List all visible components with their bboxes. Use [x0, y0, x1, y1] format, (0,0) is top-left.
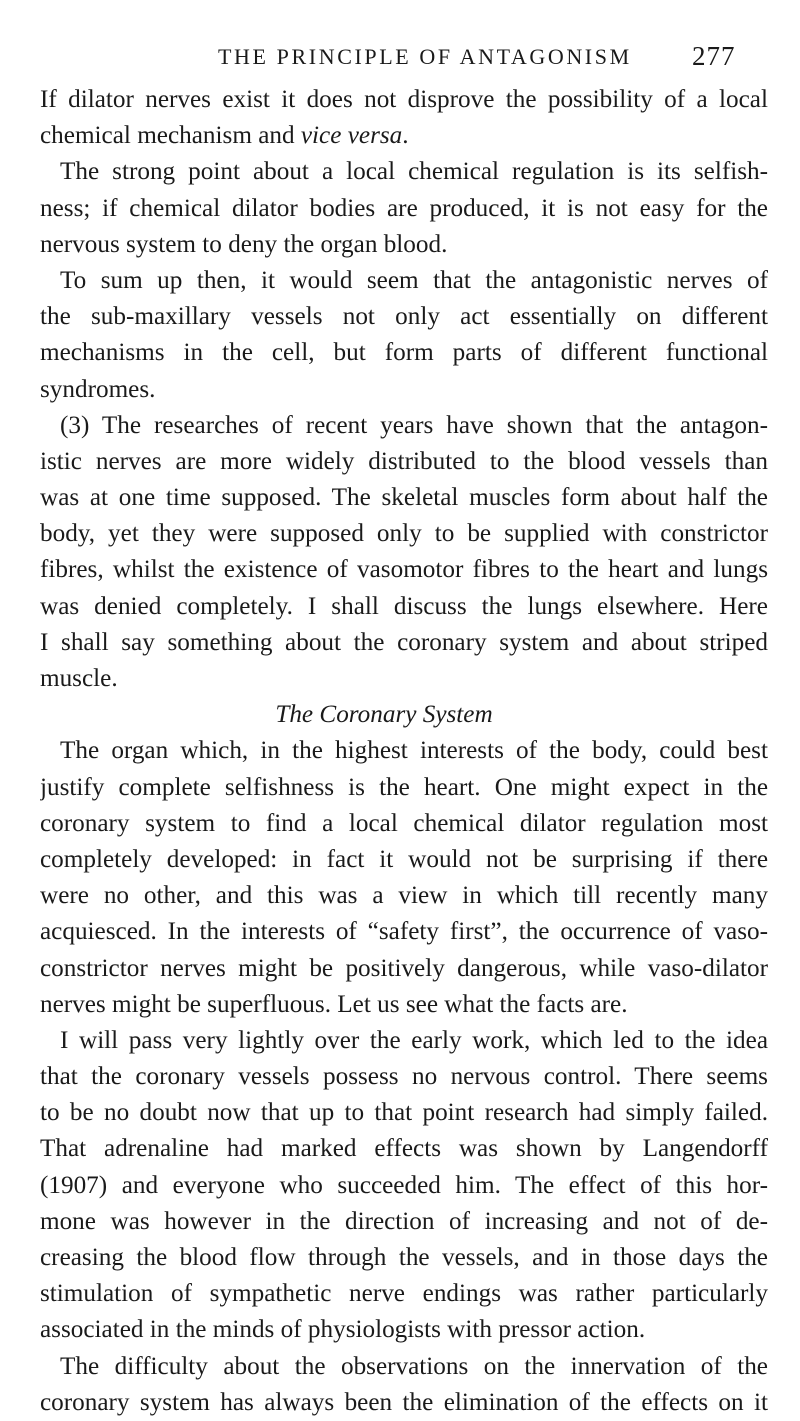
text-line: were no other, and this was a view in which till recently many [40, 882, 768, 910]
text-line: constrictor nerves might be positively dangerous, while vaso-dilator [40, 954, 768, 982]
text-line: If dilator nerves exist it does not disprove the possibility of a local [40, 86, 768, 113]
text-run: chemical mechanism and [40, 122, 301, 150]
text-line: was denied completely. I shall discuss the lungs elsewhere. Here [40, 592, 768, 620]
text-line: The difficulty about the observations on the innervation of the [60, 1352, 768, 1380]
text-line: associated in the minds of physiologists with pressor action. [40, 1316, 646, 1344]
text-line: creasing the blood flow through the vessels, and in those days the [40, 1244, 768, 1271]
text-line: (1907) and everyone who succeeded him. The effect of this hor- [40, 1171, 768, 1199]
text-line: istic nerves are more widely distributed to the blood vessels than [40, 447, 768, 475]
running-title: THE PRINCIPLE OF ANTAGONISM [218, 44, 632, 69]
text-line: coronary system has always been the elimination of the effects on it [40, 1388, 768, 1416]
text-line: That adrenaline had marked effects was shown by Langendorff [40, 1135, 768, 1163]
text-line: syndromes. [40, 375, 156, 403]
text-line: The strong point about a local chemical regulation is its selfish- [60, 158, 768, 186]
running-header [0, 36, 800, 76]
text-line: coronary system to find a local chemical dilator regulation most [40, 809, 768, 837]
page-number: 277 [692, 41, 736, 71]
section-heading: The Coronary System [275, 701, 493, 729]
text-line: ness; if chemical dilator bodies are produced, it is not easy for the [40, 194, 768, 222]
text-line [40, 118, 768, 154]
text-line: mone was however in the direction of increasing and not of de- [40, 1207, 768, 1235]
text-line: nervous system to deny the organ blood. [40, 230, 448, 258]
text-line: I will pass very lightly over the early work, which led to the idea [60, 1026, 768, 1054]
text-line: justify complete selfishness is the heart. One might expect in the [40, 773, 768, 801]
italic-phrase: vice versa [300, 122, 403, 150]
text-line: mechanisms in the cell, but form parts of different functional [40, 339, 768, 367]
body-text [40, 82, 768, 1421]
text-line: (3) The researches of recent years have shown that the antagon- [60, 411, 768, 439]
text-line: the sub-maxillary vessels not only act essentially on different [40, 303, 768, 331]
text-run: . [402, 122, 409, 150]
text-line: The organ which, in the highest interests of the body, could best [60, 737, 768, 765]
text-line: body, yet they were supposed only to be supplied with constrictor [40, 520, 768, 548]
text-line: completely developed: in fact it would not be surprising if there [40, 845, 768, 873]
text-line: stimulation of sympathetic nerve endings was rather particularly [40, 1280, 768, 1308]
text-line: To sum up then, it would seem that the antagonistic nerves of [60, 266, 768, 294]
text-line: muscle. [40, 665, 118, 692]
text-line: I shall say something about the coronary system and about striped [40, 628, 768, 656]
text-line: nerves might be superfluous. Let us see what the facts are. [40, 990, 628, 1018]
text-line: that the coronary vessels possess no nervous control. There seems [40, 1063, 768, 1091]
text-line: fibres, whilst the existence of vasomotor fibres to the heart and lungs [40, 556, 768, 584]
text-line: acquiesced. In the interests of “safety first”, the occurrence of vaso- [40, 918, 768, 946]
text-line: to be no doubt now that up to that point research had simply failed. [40, 1099, 768, 1127]
text-line: was at one time supposed. The skeletal muscles form about half the [40, 484, 768, 512]
